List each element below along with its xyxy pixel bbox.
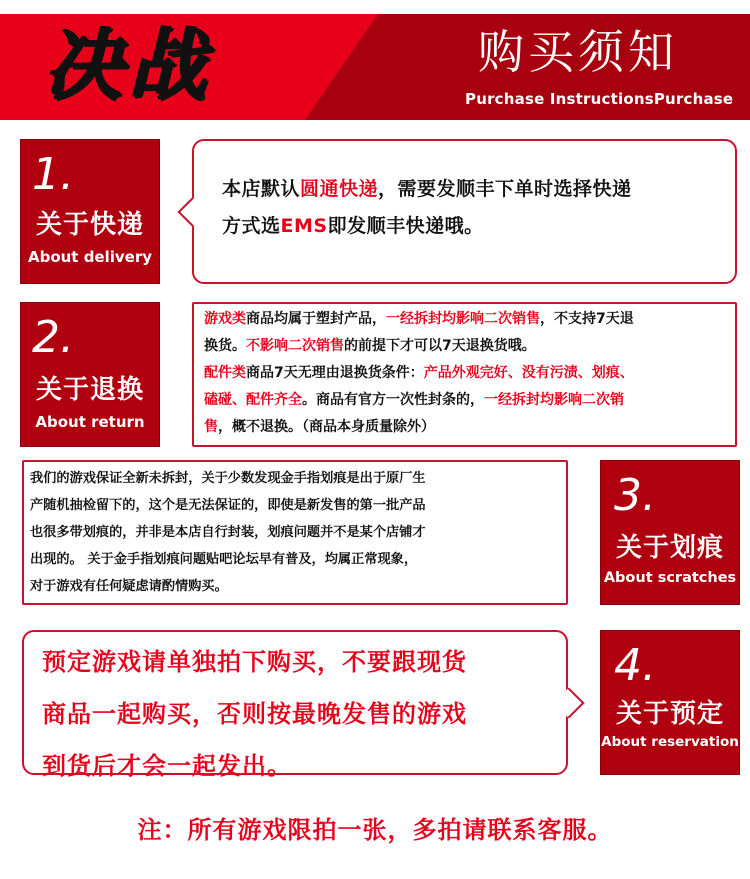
text-line xyxy=(204,333,739,360)
body-text: 商品7天无理由退换货条件： xyxy=(246,365,424,381)
return-policy-text xyxy=(204,306,739,441)
highlight-text: 售 xyxy=(204,419,218,435)
body-text: 商品一起购买，否则按最晚发售的游戏 xyxy=(42,700,467,728)
pointer-arrow xyxy=(177,196,208,227)
scratches-info-box xyxy=(22,460,568,605)
section-number: 4. xyxy=(614,640,656,691)
delivery-info-box xyxy=(192,139,737,284)
body-text: 也很多带划痕的，并非是本店自行封装，划痕问题并不是某个店铺才 xyxy=(30,525,426,540)
section-number: 2. xyxy=(32,312,74,363)
body-text: 本店默认 xyxy=(222,178,301,200)
label-scratches xyxy=(600,460,740,605)
highlight-text: 磕碰、配件齐全 xyxy=(204,392,302,408)
section-title-cn: 关于划痕 xyxy=(615,533,724,563)
scratches-text xyxy=(30,465,560,600)
body-text: 预定游戏请单独拍下购买，不要跟现货 xyxy=(42,648,467,676)
body-text: 到货后才会一起发出。 xyxy=(42,752,292,780)
highlight-text: 一经拆封均影响二次销售 xyxy=(386,311,540,327)
highlight-text: 配件类 xyxy=(204,365,246,381)
header-banner xyxy=(0,14,750,120)
body-text: 产随机抽检留下的，这个是无法保证的，即使是新发售的第一批产品 xyxy=(30,498,426,513)
body-text: 出现的。 关于金手指划痕问题贴吧论坛早有普及，均属正常现象， xyxy=(30,552,418,567)
section-title-cn: 关于退换 xyxy=(35,375,144,405)
text-line xyxy=(30,492,560,519)
body-text: ，需要发顺丰下单时选择快递 xyxy=(378,178,632,200)
body-text: 即发顺丰快递哦。 xyxy=(327,215,484,237)
label-delivery xyxy=(20,139,160,284)
text-line xyxy=(204,387,739,414)
highlight-text: 一经拆封均影响二次销 xyxy=(484,392,624,408)
section-number: 1. xyxy=(32,149,74,200)
text-line xyxy=(204,306,739,333)
section-title-en: About reservation xyxy=(601,734,739,750)
body-text: 商品均属于塑封产品， xyxy=(246,311,386,327)
reservation-text xyxy=(42,636,562,792)
section-number: 3. xyxy=(614,470,656,521)
return-info-box xyxy=(192,302,737,447)
text-line xyxy=(30,465,560,492)
section-title-en: About return xyxy=(35,413,145,431)
body-text: 我们的游戏保证全新未拆封，关于少数发现金手指划痕是出于原厂生 xyxy=(30,471,426,486)
text-line xyxy=(30,573,560,600)
highlight-text: 产品外观完好、没有污渍、划痕、 xyxy=(423,365,634,381)
delivery-text xyxy=(222,171,632,245)
text-line xyxy=(42,636,562,688)
highlight-text: 不影响二次销售 xyxy=(246,338,344,354)
body-text: 换货。 xyxy=(204,338,246,354)
highlight-text: 圆通快递 xyxy=(300,178,379,200)
text-line xyxy=(204,414,739,441)
label-reservation xyxy=(600,630,740,775)
text-line xyxy=(204,360,739,387)
footer-note: 注：所有游戏限拍一张，多拍请联系客服。 xyxy=(137,816,613,844)
text-line xyxy=(222,208,632,245)
brand-logo: 决战 xyxy=(44,20,213,111)
section-title-cn: 关于快递 xyxy=(35,210,144,240)
text-line xyxy=(222,171,632,208)
body-text: ，不支持7天退 xyxy=(540,311,634,327)
reservation-info-box xyxy=(22,630,568,780)
text-line xyxy=(30,546,560,573)
page-subtitle: Purchase InstructionsPurchase xyxy=(465,90,734,108)
body-text: 的前提下才可以7天退换货哦。 xyxy=(344,338,536,354)
text-line xyxy=(30,519,560,546)
body-text: ，概不退换。（商品本身质量除外） xyxy=(218,419,435,435)
body-text: 对于游戏有任何疑虑请酌情购买。 xyxy=(30,579,228,594)
highlight-text: EMS xyxy=(280,215,328,237)
body-text: 。商品有官方一次性封条的， xyxy=(302,392,484,408)
section-title-en: About scratches xyxy=(603,570,737,586)
highlight-text: 游戏类 xyxy=(204,311,246,327)
section-title-cn: 关于预定 xyxy=(615,699,724,729)
section-title-en: About delivery xyxy=(27,248,153,266)
text-line xyxy=(42,688,562,740)
text-line xyxy=(42,740,562,792)
label-return xyxy=(20,302,160,447)
page-title: 购买须知 xyxy=(478,25,678,79)
body-text: 方式选 xyxy=(222,215,281,237)
